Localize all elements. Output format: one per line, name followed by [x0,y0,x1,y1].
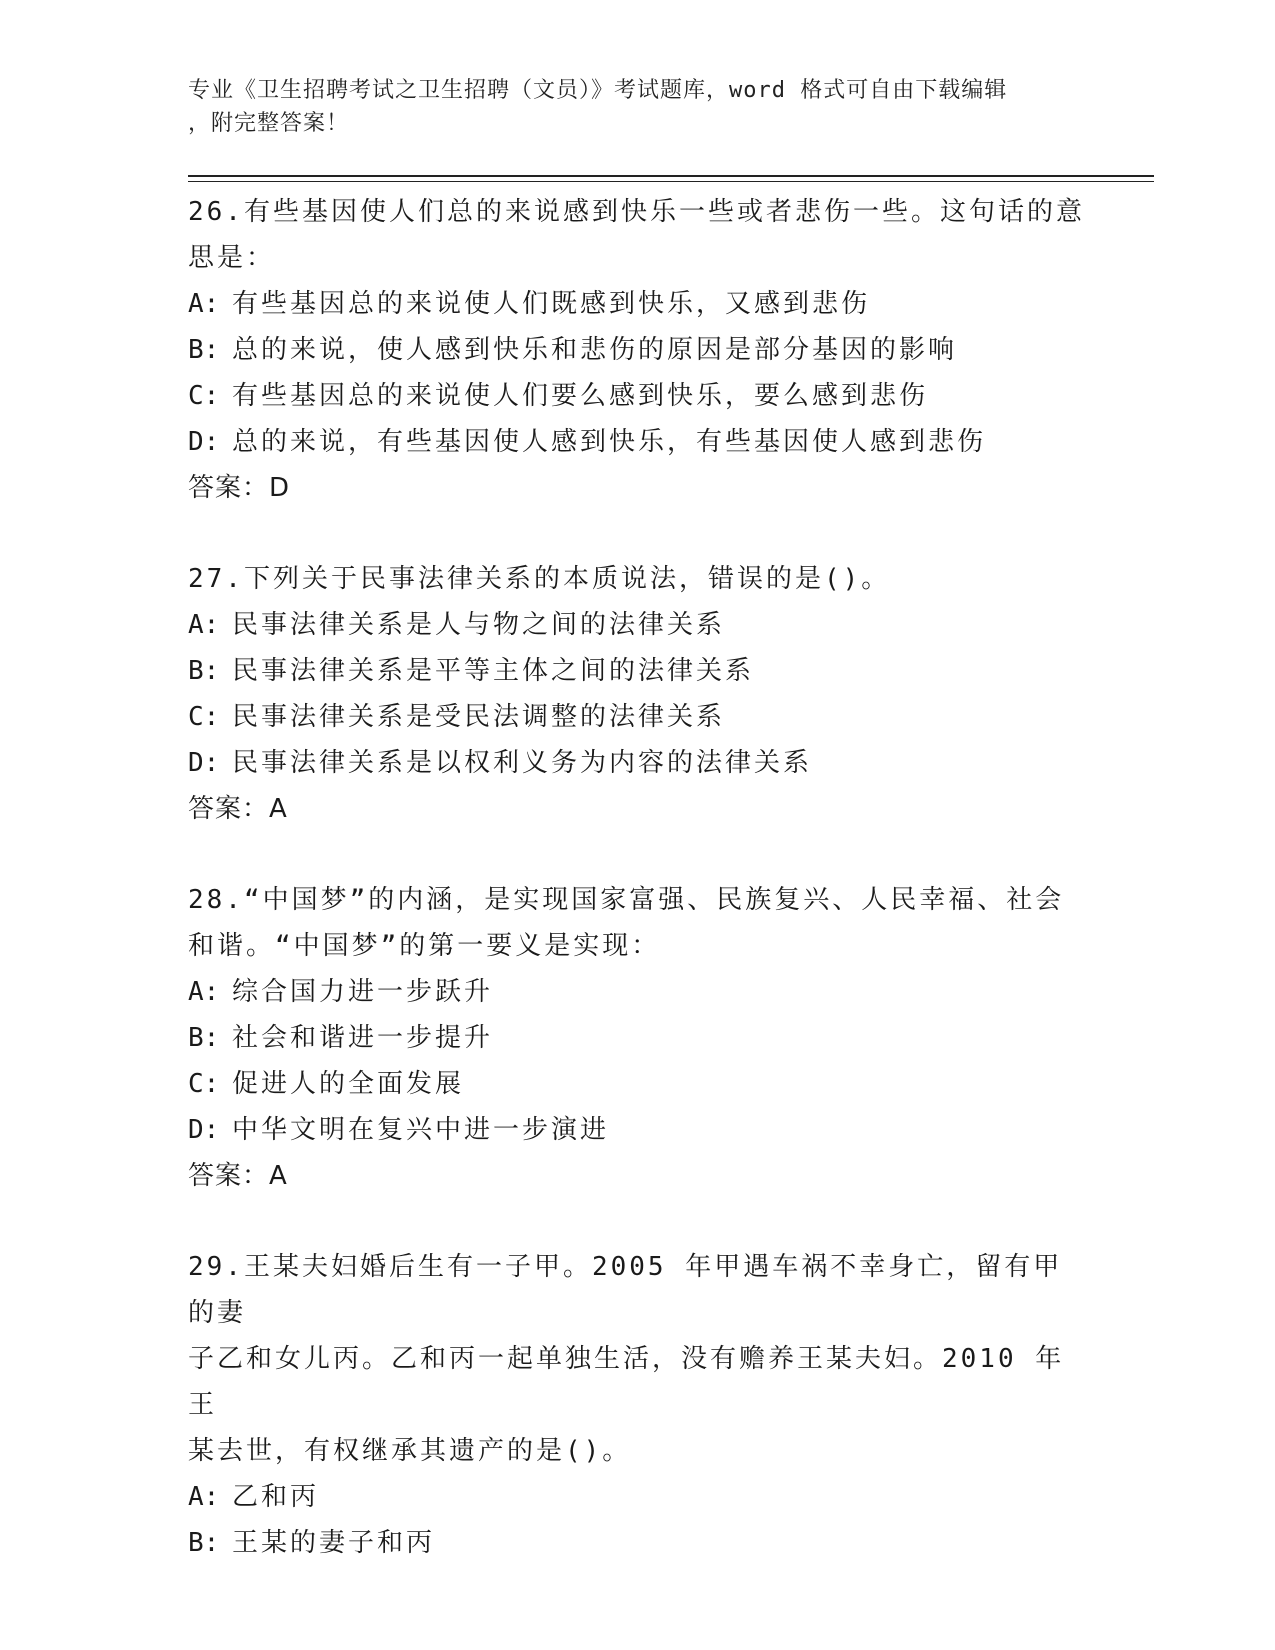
option-text: 民事法律关系是受民法调整的法律关系 [232,702,726,732]
option-b [188,648,1088,694]
option-text: 乙和丙 [232,1482,320,1512]
option-text: 民事法律关系是以权利义务为内容的法律关系 [232,748,813,778]
option-c [188,1061,1088,1107]
option-c [188,373,1088,419]
question-text-line: 26.有些基因使人们总的来说感到快乐一些或者悲伤一些。这句话的意 [188,197,1085,227]
option-key: A: [188,977,220,1007]
option-c [188,694,1088,740]
question-26 [188,189,1088,511]
option-key: D: [188,1115,220,1145]
question-28 [188,877,1088,1199]
option-key: B: [188,335,220,365]
option-key: C: [188,702,220,732]
question-text-line: 29.王某夫妇婚后生有一子甲。2005 年甲遇车祸不幸身亡，留有甲的妻 [188,1252,1063,1328]
option-key: C: [188,1069,220,1099]
option-text: 有些基因总的来说使人们要么感到快乐，要么感到悲伤 [232,381,929,411]
option-a [188,602,1088,648]
option-key: A: [188,1482,220,1512]
option-text: 中华文明在复兴中进一步演进 [232,1115,610,1145]
question-text-line: 27.下列关于民事法律关系的本质说法，错误的是()。 [188,564,891,594]
question-27 [188,556,1088,832]
option-text: 促进人的全面发展 [232,1069,465,1099]
option-text: 社会和谐进一步提升 [232,1023,494,1053]
option-key: A: [188,610,220,640]
question-text-line: 某去世，有权继承其遗产的是()。 [188,1436,632,1466]
header-divider-thin [188,181,1154,182]
option-text: 总的来说，有些基因使人感到快乐，有些基因使人感到悲伤 [232,427,987,457]
option-text: 民事法律关系是平等主体之间的法律关系 [232,656,755,686]
option-key: C: [188,381,220,411]
option-text: 王某的妻子和丙 [232,1528,436,1558]
answer-line: 答案：A [188,1161,288,1191]
option-key: D: [188,427,220,457]
option-a [188,281,1088,327]
option-key: A: [188,289,220,319]
question-text-line: 和谐。“中国梦”的第一要义是实现： [188,931,661,961]
option-text: 总的来说，使人感到快乐和悲伤的原因是部分基因的影响 [232,335,958,365]
question-text-line: 思是： [188,243,276,273]
question-list [188,189,1088,1566]
option-text: 民事法律关系是人与物之间的法律关系 [232,610,726,640]
option-text: 综合国力进一步跃升 [232,977,494,1007]
option-key: D: [188,748,220,778]
header-divider-thick [188,175,1154,177]
option-key: B: [188,1023,220,1053]
option-d [188,1107,1088,1153]
option-d [188,419,1088,465]
option-b [188,327,1088,373]
header-line-2: ，附完整答案！ [188,111,350,136]
header-line-1: 专业《卫生招聘考试之卫生招聘（文员）》考试题库，word 格式可自由下载编辑 [188,78,1008,103]
option-b [188,1015,1088,1061]
option-a [188,969,1088,1015]
option-text: 有些基因总的来说使人们既感到快乐，又感到悲伤 [232,289,871,319]
answer-line: 答案：D [188,473,291,503]
document-header [188,74,1088,140]
option-a [188,1474,1088,1520]
question-text-line: 子乙和女儿丙。乙和丙一起单独生活，没有赡养王某夫妇。2010 年王 [188,1344,1065,1420]
answer-line: 答案：A [188,794,288,824]
question-text-line: 28.“中国梦”的内涵，是实现国家富强、民族复兴、人民幸福、社会 [188,885,1065,915]
option-b [188,1520,1088,1566]
question-29 [188,1244,1088,1566]
option-key: B: [188,1528,220,1558]
option-d [188,740,1088,786]
option-key: B: [188,656,220,686]
